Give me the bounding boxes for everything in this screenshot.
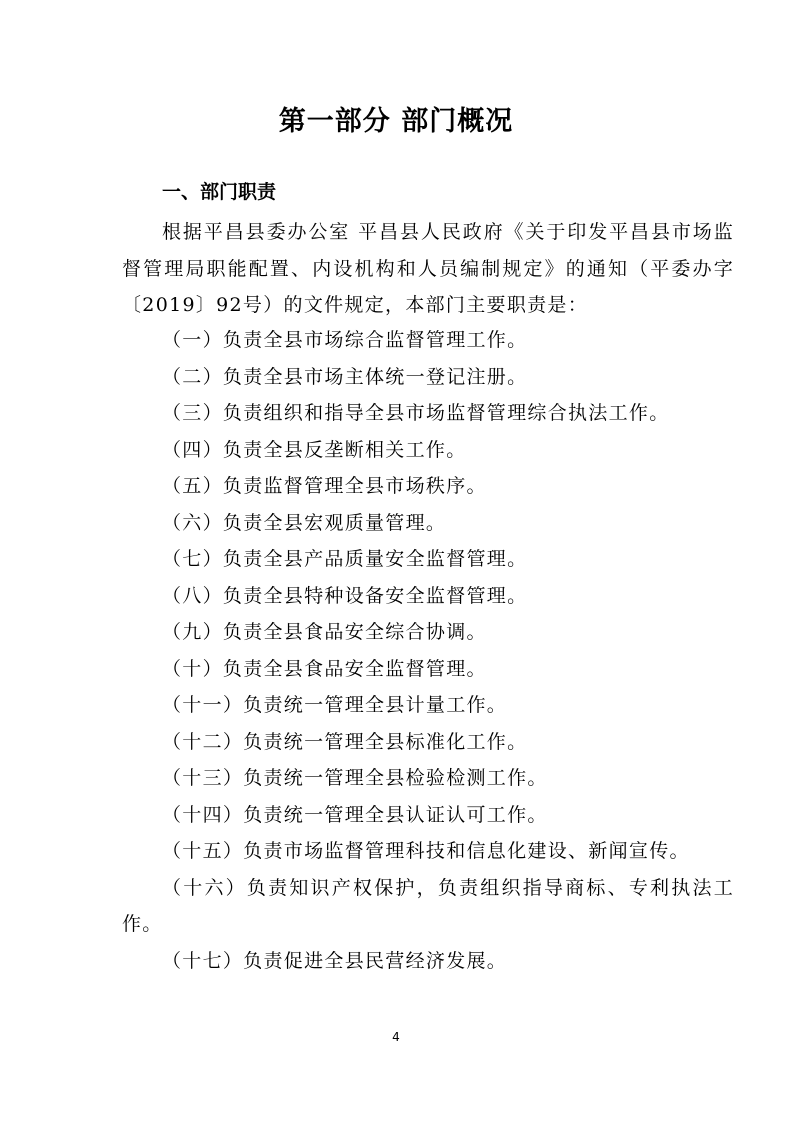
duty-item: （十一）负责统一管理全县计量工作。 bbox=[162, 694, 508, 716]
page-title: 第一部分 部门概况 bbox=[278, 106, 514, 137]
duty-item: （十）负责全县食品安全监督管理。 bbox=[162, 657, 487, 680]
duty-item: （九）负责全县食品安全综合协调。 bbox=[162, 621, 487, 643]
duty-item: （十三）负责统一管理全县检验检测工作。 bbox=[162, 767, 548, 789]
duty-item: （十二）负责统一管理全县标准化工作。 bbox=[162, 730, 528, 753]
duty-item: （七）负责全县产品质量安全监督管理。 bbox=[162, 548, 528, 570]
duty-item: （四）负责全县反垄断相关工作。 bbox=[162, 438, 467, 461]
duty-item: （十四）负责统一管理全县认证认可工作。 bbox=[162, 803, 548, 826]
duty-item: （十六）负责知识产权保护，负责组织指导商标、专利执法工作。 bbox=[122, 876, 734, 935]
duty-item: （二）负责全县市场主体统一登记注册。 bbox=[162, 365, 528, 388]
duties-list bbox=[122, 322, 734, 979]
duty-item: （三）负责组织和指导全县市场监督管理综合执法工作。 bbox=[162, 402, 670, 424]
duty-item: （五）负责监督管理全县市场秩序。 bbox=[162, 475, 487, 497]
duty-item: （八）负责全县特种设备安全监督管理。 bbox=[162, 584, 528, 607]
page-number: 4 bbox=[392, 1030, 400, 1044]
intro-paragraph: 根据平昌县委办公室 平昌县人民政府《关于印发平昌县市场监督管理局职能配置、内设机构和人员编制规定》的通知（平委办字〔2019〕92号）的文件规定，本部门主要职责是： bbox=[122, 221, 734, 316]
duty-item: （一）负责全县市场综合监督管理工作。 bbox=[162, 329, 528, 351]
duty-item: （十五）负责市场监督管理科技和信息化建设、新闻宣传。 bbox=[162, 840, 690, 862]
section-heading: 一、部门职责 bbox=[162, 181, 277, 203]
duty-item: （六）负责全县宏观质量管理。 bbox=[162, 511, 447, 534]
duty-item: （十七）负责促进全县民营经济发展。 bbox=[162, 949, 508, 972]
